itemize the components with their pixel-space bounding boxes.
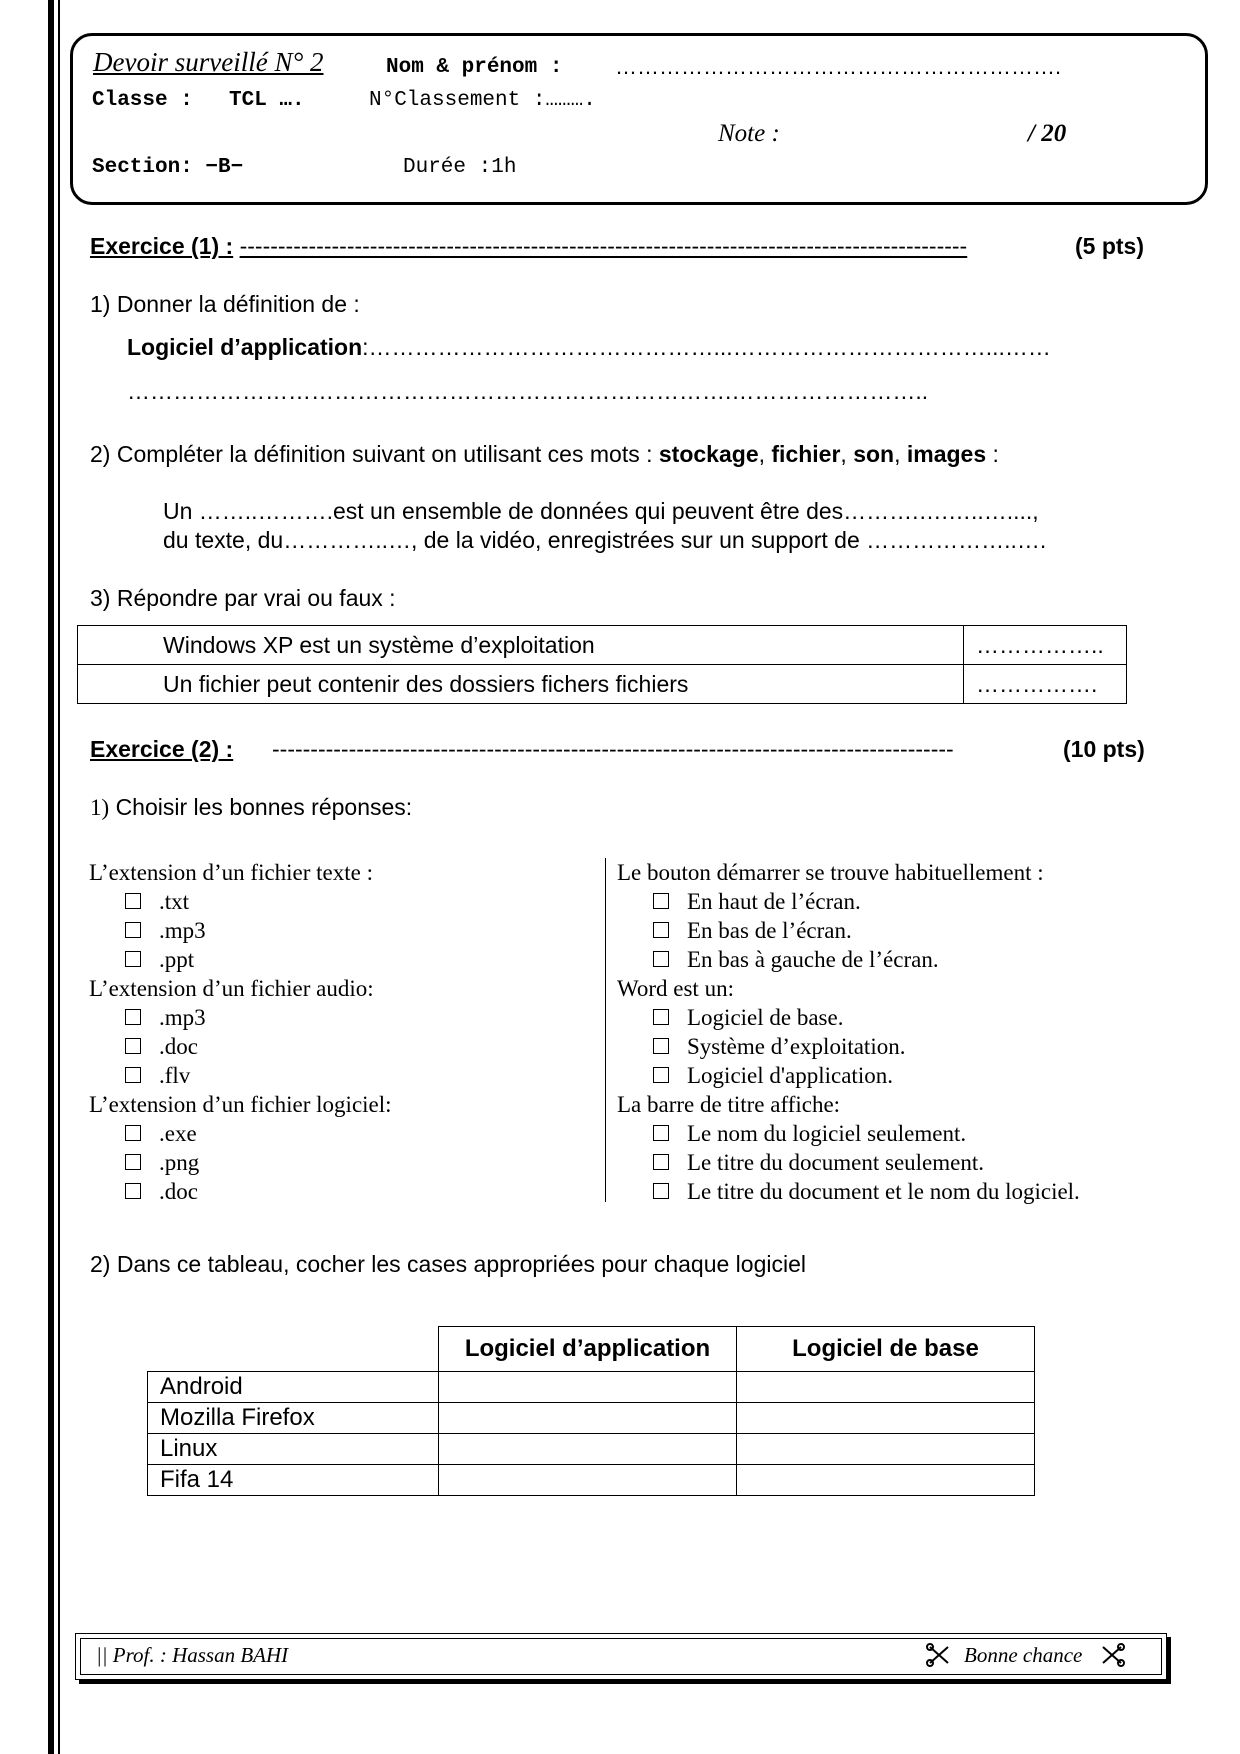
- exercise1-points: (5 pts): [1075, 233, 1144, 259]
- ex1-q2-prefix: 2) Compléter la définition suivant on utilisant ces mots :: [90, 441, 653, 467]
- footer-closing: Bonne chance: [964, 1643, 1083, 1667]
- mcq-question: La barre de titre affiche:: [617, 1092, 841, 1117]
- checkbox-cell[interactable]: [439, 1434, 737, 1465]
- checkbox[interactable]: [125, 1154, 141, 1170]
- mcq-option-label: .png: [159, 1150, 200, 1175]
- word-images: images: [906, 441, 987, 467]
- class-label: Classe :: [92, 89, 193, 112]
- checkbox-cell[interactable]: [737, 1372, 1035, 1403]
- column-header: Logiciel de base: [737, 1327, 1035, 1372]
- checkbox[interactable]: [653, 1154, 669, 1170]
- word-fichier: fichier: [771, 441, 841, 467]
- tf-statement: Windows XP est un système d’exploitation: [78, 626, 964, 665]
- table-row: [148, 1434, 1035, 1465]
- software-name: Fifa 14: [148, 1465, 439, 1496]
- exercise1-dashes: -----------------------------------------------------------------------------------------------: [239, 233, 968, 259]
- mcq-question: L’extension d’un fichier texte :: [89, 860, 374, 885]
- checkbox-cell[interactable]: [439, 1403, 737, 1434]
- header-box: [70, 33, 1208, 205]
- ex1-question1: 1) Donner la définition de :: [90, 291, 360, 317]
- exercise2-title: [90, 736, 233, 763]
- mcq-option[interactable]: [89, 1119, 392, 1148]
- exercise1-label: Exercice (1) :: [90, 233, 234, 259]
- mcq-option-label: Le titre du document et le nom du logiciel.: [687, 1179, 1080, 1204]
- table-row: [78, 626, 1127, 665]
- mcq-option-label: .txt: [159, 889, 190, 914]
- mcq-option[interactable]: [617, 1119, 1080, 1148]
- mcq-option[interactable]: [89, 1148, 392, 1177]
- mcq-question: Word est un:: [617, 976, 734, 1001]
- mcq-divider: [605, 858, 606, 1202]
- tf-answer[interactable]: ……………..: [964, 626, 1127, 665]
- checkbox[interactable]: [125, 1067, 141, 1083]
- mcq-option-label: En bas à gauche de l’écran.: [687, 947, 939, 972]
- word-son: son: [853, 441, 895, 467]
- mcq-option[interactable]: [617, 1148, 1080, 1177]
- checkbox[interactable]: [653, 951, 669, 967]
- mcq-option-label: .doc: [159, 1034, 198, 1059]
- mcq-option[interactable]: [89, 1177, 392, 1206]
- grade-label: Note :: [718, 120, 780, 147]
- checkbox[interactable]: [125, 951, 141, 967]
- mcq-option[interactable]: [617, 887, 1080, 916]
- column-header: Logiciel d’application: [439, 1327, 737, 1372]
- mcq-option-label: .flv: [159, 1063, 191, 1088]
- scissors-icon: [926, 1643, 952, 1673]
- mcq-option-label: Système d’exploitation.: [687, 1034, 906, 1059]
- tf-statement: Un fichier peut contenir des dossiers fichers fichiers: [78, 665, 964, 704]
- software-name: Android: [148, 1372, 439, 1403]
- checkbox-cell[interactable]: [439, 1372, 737, 1403]
- mcq-option[interactable]: [89, 1003, 392, 1032]
- table-row: [78, 665, 1127, 704]
- exercise1-title: [90, 233, 967, 260]
- footer: [75, 1633, 1167, 1680]
- duration: Durée :1h: [403, 156, 517, 179]
- name-field[interactable]: …………………………………………………….: [615, 54, 1062, 79]
- scissors-icon: [1099, 1643, 1125, 1673]
- mcq-right-column: [617, 858, 1080, 1206]
- checkbox[interactable]: [125, 1183, 141, 1199]
- ex1-q1-term: Logiciel d’application: [127, 334, 363, 360]
- checkbox[interactable]: [125, 1125, 141, 1141]
- mcq-option[interactable]: [89, 887, 392, 916]
- checkbox[interactable]: [653, 922, 669, 938]
- grade-total: / 20: [1028, 120, 1067, 147]
- ex1-question2: 2) Compléter la définition suivant on utilisant ces mots : stockage, fichier, son, images :: [90, 441, 999, 467]
- checkbox-cell[interactable]: [737, 1403, 1035, 1434]
- mcq-question: Le bouton démarrer se trouve habituellement :: [617, 860, 1044, 885]
- table-row: [148, 1372, 1035, 1403]
- ex2-question1: [90, 794, 412, 821]
- mcq-question: L’extension d’un fichier audio:: [89, 976, 374, 1001]
- checkbox[interactable]: [653, 893, 669, 909]
- exercise2-label: Exercice (2) :: [90, 736, 234, 762]
- checkbox[interactable]: [653, 1067, 669, 1083]
- mcq-option-label: En bas de l’écran.: [687, 918, 852, 943]
- mcq-option-label: .doc: [159, 1179, 198, 1204]
- mcq-option-label: Logiciel de base.: [687, 1005, 844, 1030]
- mcq-option[interactable]: [617, 1003, 1080, 1032]
- left-margin-rule: [48, 0, 54, 1754]
- ex1-q1-dots1[interactable]: :………………………………………...……………………………...……: [362, 334, 1051, 360]
- checkbox[interactable]: [125, 1009, 141, 1025]
- mcq-option-label: En haut de l’écran.: [687, 889, 861, 914]
- mcq-option[interactable]: [89, 1032, 392, 1061]
- true-false-table: [77, 625, 1127, 704]
- checkbox[interactable]: [653, 1183, 669, 1199]
- table-corner: [148, 1327, 439, 1372]
- tf-answer[interactable]: …………….: [964, 665, 1127, 704]
- mcq-option[interactable]: [89, 916, 392, 945]
- checkbox-cell[interactable]: [737, 1434, 1035, 1465]
- mcq-option[interactable]: [617, 1061, 1080, 1090]
- mcq-option[interactable]: [617, 916, 1080, 945]
- checkbox-cell[interactable]: [439, 1465, 737, 1496]
- mcq-option-label: .exe: [159, 1121, 197, 1146]
- mcq-option[interactable]: [617, 1032, 1080, 1061]
- ex1-q2-text-line2[interactable]: du texte, du…………..…, de la vidéo, enregistrées sur un support de ………………..….: [163, 527, 1047, 553]
- ex1-q1-answer-line1: [127, 334, 1051, 361]
- mcq-option-label: Le titre du document seulement.: [687, 1150, 984, 1175]
- checkbox[interactable]: [653, 1125, 669, 1141]
- ranking-field[interactable]: N°Classement :……….: [369, 89, 596, 112]
- mcq-option-label: .mp3: [159, 918, 206, 943]
- software-name: Linux: [148, 1434, 439, 1465]
- mcq-question: L’extension d’un fichier logiciel:: [89, 1092, 392, 1117]
- exam-title: Devoir surveillé N° 2: [93, 47, 324, 77]
- software-name: Mozilla Firefox: [148, 1403, 439, 1434]
- checkbox[interactable]: [125, 893, 141, 909]
- table-row: [148, 1403, 1035, 1434]
- ex1-q1-dots2[interactable]: …………………………………………………………………….……………………..: [127, 378, 929, 404]
- mcq-option-label: .mp3: [159, 1005, 206, 1030]
- mcq-option[interactable]: [617, 1177, 1080, 1206]
- checkbox[interactable]: [125, 1038, 141, 1054]
- mcq-left-column: [89, 858, 392, 1206]
- mcq-option[interactable]: [617, 945, 1080, 974]
- checkbox[interactable]: [653, 1009, 669, 1025]
- ex1-question3: 3) Répondre par vrai ou faux :: [90, 585, 396, 611]
- exercise2-dashes: -----------------------------------------------------------------------------------------: [272, 736, 954, 762]
- exercise2-points: (10 pts): [1063, 736, 1145, 762]
- left-margin-rule-thin: [58, 0, 60, 1754]
- word-stockage: stockage: [658, 441, 759, 467]
- mcq-option[interactable]: [89, 1061, 392, 1090]
- mcq-option-label: Le nom du logiciel seulement.: [687, 1121, 967, 1146]
- checkbox[interactable]: [653, 1038, 669, 1054]
- ex2-q1-text: Choisir les bonnes réponses:: [115, 794, 413, 820]
- name-label: Nom & prénom :: [386, 56, 563, 79]
- ex2-question2: 2) Dans ce tableau, cocher les cases appropriées pour chaque logiciel: [90, 1251, 806, 1277]
- footer-prof: || Prof. : Hassan BAHI: [96, 1643, 289, 1667]
- table-row: [148, 1465, 1035, 1496]
- mcq-option-label: Logiciel d'application.: [687, 1063, 893, 1088]
- checkbox[interactable]: [125, 922, 141, 938]
- mcq-option-label: .ppt: [159, 947, 195, 972]
- ex2-q1-number: 1): [90, 795, 110, 820]
- software-table: [147, 1326, 1035, 1496]
- ex1-q2-text-line1[interactable]: Un ……..……….est un ensemble de données qui peuvent être des……….….…..…....,: [163, 498, 1039, 524]
- table-header-row: [148, 1327, 1035, 1372]
- mcq-option[interactable]: [89, 945, 392, 974]
- checkbox-cell[interactable]: [737, 1465, 1035, 1496]
- class-value: TCL ….: [229, 89, 305, 112]
- section-label: Section: −B−: [92, 156, 244, 179]
